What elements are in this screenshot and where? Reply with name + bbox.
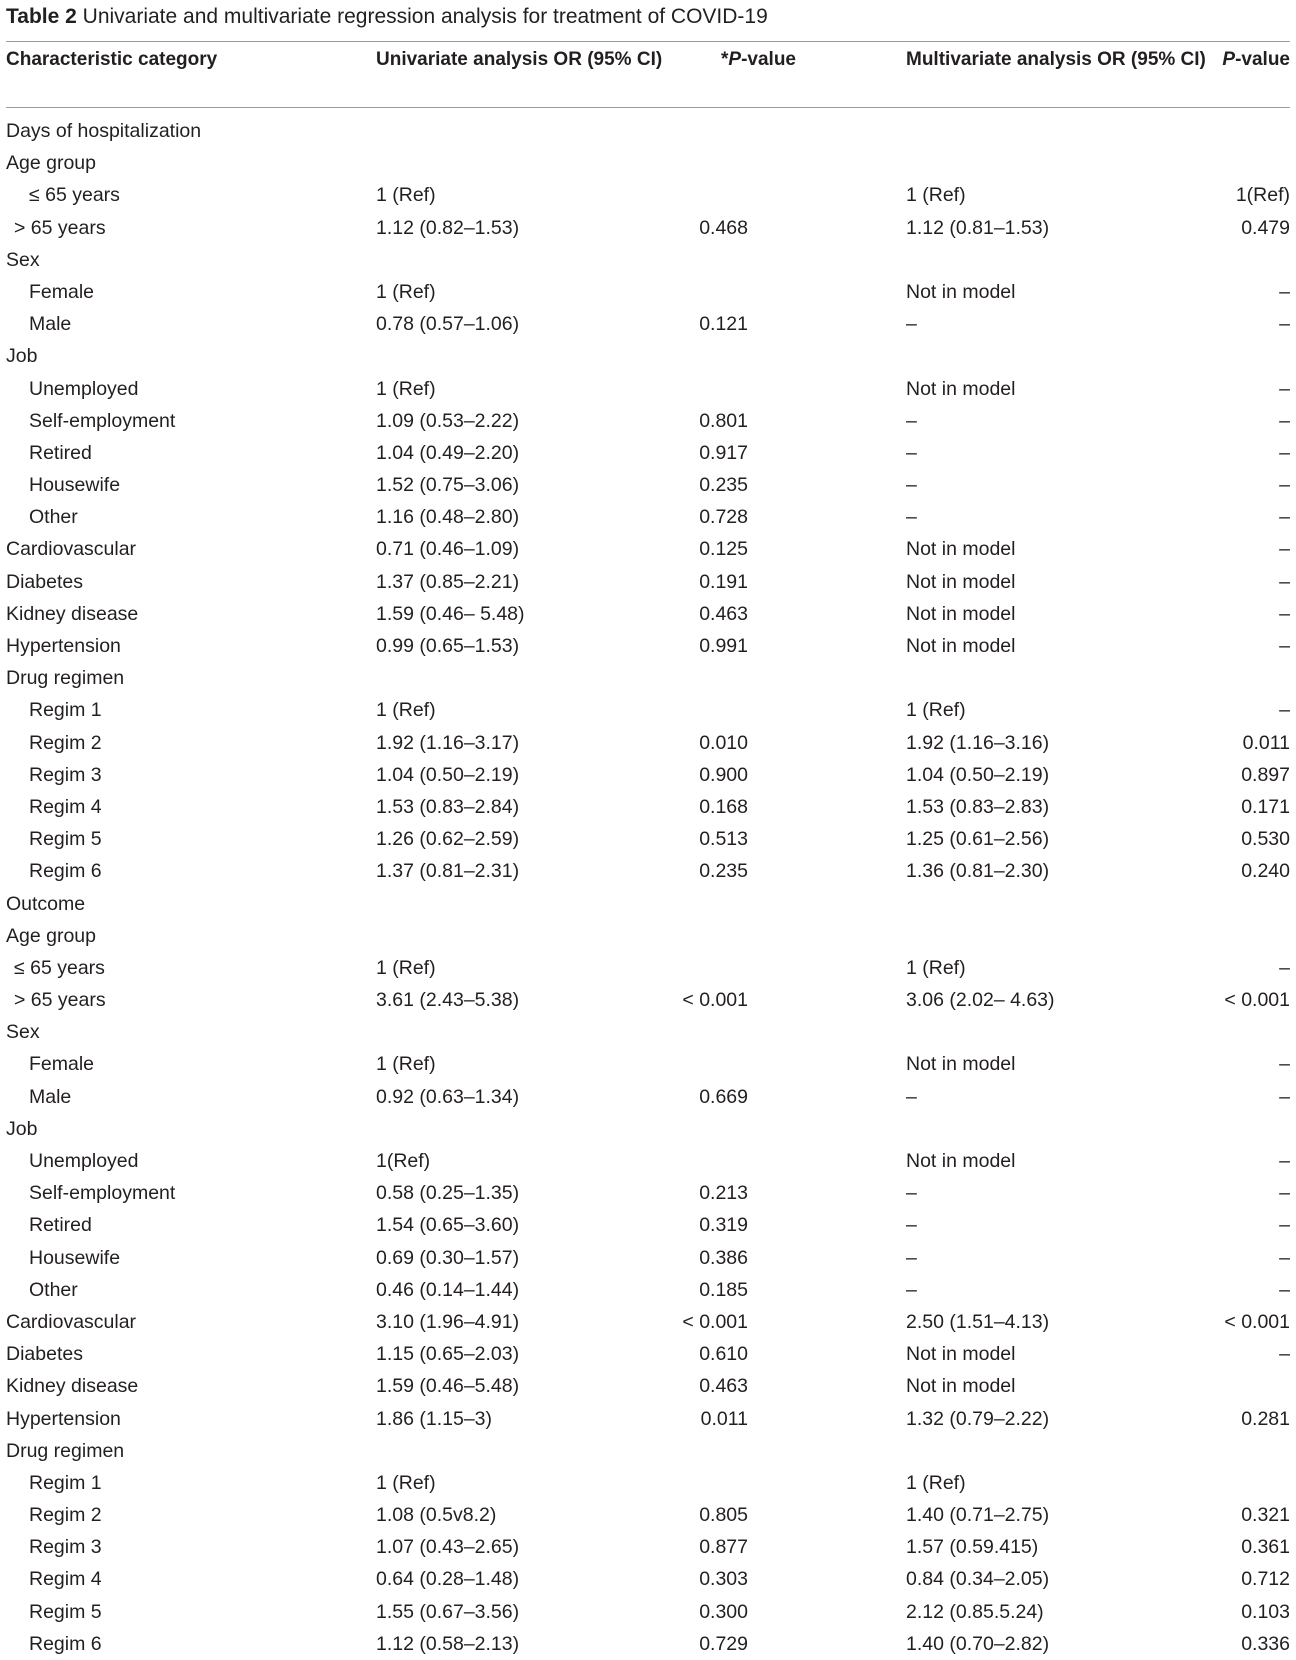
header-univariate-p-italic: P <box>728 49 742 70</box>
row-multivariate-or-cell: – <box>906 506 917 529</box>
row-multivariate-p-cell: 0.530 <box>1241 828 1290 851</box>
row-multivariate-or-cell: 1 (Ref) <box>906 1471 966 1494</box>
row-univariate-or-cell: 0.99 (0.65–1.53) <box>376 635 520 657</box>
table-row <box>0 147 1296 179</box>
row-univariate-p-cell: 0.729 <box>699 1632 748 1655</box>
table-row <box>0 1048 1296 1080</box>
row-category-cell: Regim 3 <box>29 1536 102 1559</box>
table-row <box>0 662 1296 694</box>
row-univariate-p-cell: 0.121 <box>699 313 748 336</box>
row-univariate-or-cell: 1.54 (0.65–3.60) <box>376 1214 520 1237</box>
row-category-cell: Male <box>29 313 72 336</box>
table-row <box>0 405 1296 437</box>
row-univariate-p-cell: 0.513 <box>699 828 748 851</box>
row-multivariate-p-cell: – <box>1279 570 1290 593</box>
row-multivariate-p-cell: 0.240 <box>1241 860 1290 883</box>
row-univariate-p-cell: 0.303 <box>699 1568 748 1591</box>
row-multivariate-or-cell: Not in model <box>906 602 1016 625</box>
row-category-cell: Retired <box>29 1214 92 1237</box>
row-univariate-p-cell: 0.185 <box>699 1278 748 1301</box>
row-univariate-or-cell: 1.15 (0.65–2.03) <box>376 1343 520 1366</box>
table-row <box>0 1499 1296 1531</box>
table-row <box>0 888 1296 920</box>
row-multivariate-p-cell: 0.361 <box>1241 1536 1290 1559</box>
row-multivariate-or-cell: 1.12 (0.81–1.53) <box>906 216 1050 239</box>
table-row <box>0 1177 1296 1209</box>
row-univariate-or-cell: 3.61 (2.43–5.38) <box>376 989 520 1012</box>
table-row <box>0 952 1296 984</box>
row-category-cell: Cardiovascular <box>6 538 137 561</box>
row-multivariate-or-cell: 3.06 (2.02– 4.63) <box>906 989 1055 1012</box>
row-univariate-or-cell: 1 (Ref) <box>376 1053 436 1076</box>
row-category-cell: Kidney disease <box>6 1375 139 1398</box>
row-multivariate-or-cell: Not in model <box>906 1053 1016 1076</box>
row-category-cell: Age group <box>6 152 96 175</box>
header-multivariate-p <box>1210 48 1290 71</box>
table-body <box>0 115 1296 1660</box>
row-multivariate-p-cell: – <box>1279 538 1290 561</box>
row-univariate-or-cell: 1.37 (0.81–2.31) <box>376 860 520 883</box>
row-univariate-or-cell: 1.04 (0.50–2.19) <box>376 763 520 786</box>
row-univariate-p-cell: 0.010 <box>699 731 748 754</box>
row-category-cell: Female <box>29 1053 95 1076</box>
row-multivariate-p-cell: – <box>1279 506 1290 529</box>
row-univariate-or-cell: 3.10 (1.96–4.91) <box>376 1310 520 1333</box>
row-category-cell: Unemployed <box>29 1150 139 1172</box>
row-multivariate-or-cell: 1.36 (0.81–2.30) <box>906 860 1050 883</box>
row-univariate-or-cell: 1 (Ref) <box>376 377 436 400</box>
row-univariate-p-cell: 0.168 <box>699 795 748 818</box>
table-row <box>0 1113 1296 1145</box>
row-multivariate-or-cell: 1 (Ref) <box>906 184 966 207</box>
row-univariate-p-cell: 0.610 <box>699 1343 748 1366</box>
row-univariate-p-cell: 0.468 <box>699 216 748 239</box>
row-category-cell: Regim 5 <box>29 1600 102 1623</box>
row-multivariate-p-cell: 0.321 <box>1241 1504 1290 1527</box>
table-row <box>0 791 1296 823</box>
row-category-cell: Regim 1 <box>29 699 102 722</box>
row-multivariate-p-cell: 0.011 <box>1242 731 1290 754</box>
row-multivariate-or-cell: Not in model <box>906 570 1016 593</box>
row-category-cell: Other <box>29 1278 78 1301</box>
row-univariate-or-cell: 1.59 (0.46– 5.48) <box>376 602 525 625</box>
row-category-cell: Hypertension <box>6 1407 121 1430</box>
row-category-cell: Female <box>29 280 95 303</box>
row-multivariate-or-cell: 0.84 (0.34–2.05) <box>906 1568 1050 1591</box>
table-row <box>0 179 1296 211</box>
row-univariate-p-cell: 0.386 <box>699 1246 748 1269</box>
row-category-cell: Outcome <box>6 892 86 915</box>
row-multivariate-p-cell: – <box>1279 441 1290 464</box>
row-multivariate-or-cell: – <box>906 1085 917 1108</box>
row-univariate-or-cell: 1.16 (0.48–2.80) <box>376 506 520 529</box>
table-row <box>0 1306 1296 1338</box>
row-multivariate-or-cell: 1.40 (0.71–2.75) <box>906 1504 1050 1527</box>
row-multivariate-p-cell: – <box>1279 1150 1290 1172</box>
row-univariate-or-cell: 1 (Ref) <box>376 1471 436 1494</box>
table-row <box>0 1403 1296 1435</box>
row-univariate-or-cell: 1.86 (1.15–3) <box>376 1407 493 1430</box>
row-multivariate-p-cell: 0.171 <box>1241 795 1290 818</box>
table-row <box>0 533 1296 565</box>
row-category-cell: Retired <box>29 441 92 464</box>
row-multivariate-p-cell: – <box>1279 1053 1290 1076</box>
row-multivariate-p-cell: – <box>1279 377 1290 400</box>
row-univariate-or-cell: 1(Ref) <box>376 1150 431 1172</box>
row-multivariate-p-cell: – <box>1279 280 1290 303</box>
row-multivariate-or-cell: – <box>906 474 917 497</box>
table-row <box>0 501 1296 533</box>
row-category-cell: Self-employment <box>29 1182 176 1205</box>
row-category-cell: Regim 4 <box>29 1568 102 1591</box>
row-univariate-or-cell: 1.55 (0.67–3.56) <box>376 1600 520 1623</box>
row-category-cell: Hypertension <box>6 635 121 657</box>
row-category-cell: Housewife <box>29 474 121 497</box>
row-category-cell: Sex <box>6 1021 40 1044</box>
table-row <box>0 984 1296 1016</box>
row-multivariate-or-cell: 1.92 (1.16–3.16) <box>906 731 1050 754</box>
row-univariate-or-cell: 1.08 (0.5v8.2) <box>376 1504 497 1527</box>
row-univariate-or-cell: 1.12 (0.82–1.53) <box>376 216 520 239</box>
table-row <box>0 566 1296 598</box>
row-univariate-or-cell: 1.04 (0.49–2.20) <box>376 441 520 464</box>
row-univariate-p-cell: 0.235 <box>699 860 748 883</box>
row-univariate-p-cell: 0.991 <box>699 635 748 657</box>
row-multivariate-or-cell: – <box>906 313 917 336</box>
row-univariate-p-cell: 0.463 <box>699 602 748 625</box>
row-univariate-or-cell: 1.37 (0.85–2.21) <box>376 570 520 593</box>
row-univariate-p-cell: 0.917 <box>699 441 748 464</box>
header-univariate-p-suffix: -value <box>741 49 796 70</box>
row-univariate-or-cell: 0.69 (0.30–1.57) <box>376 1246 520 1269</box>
table-row <box>0 276 1296 308</box>
table-row <box>0 1531 1296 1563</box>
row-multivariate-p-cell: – <box>1279 1343 1290 1366</box>
table-label: Table 2 <box>6 5 77 28</box>
row-univariate-p-cell: 0.125 <box>699 538 748 561</box>
row-multivariate-or-cell: – <box>906 409 917 432</box>
row-univariate-p-cell: 0.463 <box>699 1375 748 1398</box>
row-multivariate-p-cell: – <box>1279 474 1290 497</box>
row-category-cell: Regim 3 <box>29 763 102 786</box>
table-row <box>0 469 1296 501</box>
row-category-cell: Diabetes <box>6 1343 83 1366</box>
row-category-cell: Other <box>29 506 78 529</box>
table-title: Univariate and multivariate regression analysis for treatment of COVID-19 <box>82 5 768 28</box>
table-row <box>0 1242 1296 1274</box>
row-univariate-or-cell: 0.46 (0.14–1.44) <box>376 1278 520 1301</box>
row-univariate-or-cell: 1.52 (0.75–3.06) <box>376 474 520 497</box>
row-univariate-or-cell: 0.78 (0.57–1.06) <box>376 313 520 336</box>
row-category-cell: Regim 2 <box>29 731 102 754</box>
row-multivariate-or-cell: 2.50 (1.51–4.13) <box>906 1310 1050 1333</box>
row-univariate-or-cell: 1.07 (0.43–2.65) <box>376 1536 520 1559</box>
row-multivariate-p-cell: – <box>1279 699 1290 722</box>
row-multivariate-or-cell: Not in model <box>906 538 1016 561</box>
row-category-cell: Sex <box>6 248 40 271</box>
row-univariate-or-cell: 1.09 (0.53–2.22) <box>376 409 520 432</box>
row-univariate-p-cell: 0.011 <box>700 1407 748 1430</box>
table-row <box>0 1209 1296 1241</box>
row-category-cell: Days of hospitalization <box>6 120 202 142</box>
row-multivariate-or-cell: 1.57 (0.59.415) <box>906 1536 1039 1559</box>
row-univariate-or-cell: 1.59 (0.46–5.48) <box>376 1375 520 1398</box>
row-category-cell: Male <box>29 1085 72 1108</box>
table-row <box>0 630 1296 662</box>
row-multivariate-or-cell: Not in model <box>906 280 1016 303</box>
row-univariate-or-cell: 1.92 (1.16–3.17) <box>376 731 520 754</box>
row-multivariate-or-cell: Not in model <box>906 1375 1016 1398</box>
table-row <box>0 308 1296 340</box>
row-multivariate-p-cell: – <box>1279 409 1290 432</box>
row-univariate-p-cell: 0.900 <box>699 763 748 786</box>
row-category-cell: Housewife <box>29 1246 121 1269</box>
row-category-cell: ≤ 65 years <box>29 184 120 207</box>
row-univariate-or-cell: 0.58 (0.25–1.35) <box>376 1182 520 1205</box>
row-univariate-or-cell: 1 (Ref) <box>376 280 436 303</box>
row-multivariate-p-cell: 0.479 <box>1241 216 1290 239</box>
row-category-cell: Age group <box>6 924 96 947</box>
row-univariate-or-cell: 0.64 (0.28–1.48) <box>376 1568 520 1591</box>
header-rule <box>6 107 1290 108</box>
table-row <box>0 373 1296 405</box>
row-univariate-or-cell: 0.71 (0.46–1.09) <box>376 538 520 561</box>
table-row <box>0 759 1296 791</box>
row-category-cell: Drug regimen <box>6 1439 125 1462</box>
row-multivariate-p-cell: – <box>1279 956 1290 979</box>
row-multivariate-p-cell: < 0.001 <box>1224 1310 1290 1333</box>
table-row <box>0 1596 1296 1628</box>
row-category-cell: Drug regimen <box>6 667 125 690</box>
row-multivariate-or-cell: Not in model <box>906 1150 1016 1172</box>
table-row <box>0 727 1296 759</box>
header-multivariate-p-suffix: -value <box>1235 49 1290 70</box>
table-row <box>0 437 1296 469</box>
row-multivariate-p-cell: 0.103 <box>1241 1600 1290 1623</box>
table-row <box>0 855 1296 887</box>
row-multivariate-or-cell: Not in model <box>906 635 1016 657</box>
row-category-cell: Unemployed <box>29 377 139 400</box>
row-multivariate-or-cell: – <box>906 1182 917 1205</box>
table-row <box>0 340 1296 372</box>
row-univariate-p-cell: 0.669 <box>699 1085 748 1108</box>
table-row <box>0 1563 1296 1595</box>
row-univariate-p-cell: 0.235 <box>699 474 748 497</box>
header-category: Characteristic category <box>6 49 218 70</box>
row-multivariate-p-cell: – <box>1279 1085 1290 1108</box>
header-multivariate-or: Multivariate analysis OR (95% CI) <box>906 49 1206 70</box>
row-univariate-p-cell: 0.801 <box>699 409 748 432</box>
row-category-cell: Self-employment <box>29 409 176 432</box>
table-row <box>0 1370 1296 1402</box>
table-row <box>0 1435 1296 1467</box>
row-category-cell: Job <box>6 345 38 368</box>
header-univariate-p-prefix: * <box>720 49 729 70</box>
row-multivariate-p-cell: 0.281 <box>1241 1407 1290 1430</box>
table-row <box>0 1081 1296 1113</box>
row-multivariate-p-cell: – <box>1279 313 1290 336</box>
row-multivariate-p-cell: 1(Ref) <box>1235 184 1290 207</box>
row-category-cell: Regim 6 <box>29 1632 102 1655</box>
row-multivariate-or-cell: Not in model <box>906 1343 1016 1366</box>
row-multivariate-p-cell: – <box>1279 1278 1290 1301</box>
row-univariate-p-cell: 0.877 <box>699 1536 748 1559</box>
row-category-cell: > 65 years <box>14 216 106 239</box>
table-row <box>0 920 1296 952</box>
header-univariate-p <box>676 48 796 71</box>
row-multivariate-or-cell: – <box>906 441 917 464</box>
table-row <box>0 244 1296 276</box>
table-row <box>0 1628 1296 1660</box>
row-multivariate-or-cell: – <box>906 1246 917 1269</box>
row-multivariate-or-cell: 1.32 (0.79–2.22) <box>906 1407 1050 1430</box>
row-univariate-p-cell: 0.191 <box>699 570 748 593</box>
row-multivariate-or-cell: 1.40 (0.70–2.82) <box>906 1632 1050 1655</box>
table-row <box>0 1145 1296 1177</box>
row-category-cell: Regim 2 <box>29 1504 102 1527</box>
row-multivariate-or-cell: 1 (Ref) <box>906 956 966 979</box>
row-univariate-or-cell: 0.92 (0.63–1.34) <box>376 1085 520 1108</box>
table-row <box>0 1274 1296 1306</box>
row-multivariate-or-cell: 1.25 (0.61–2.56) <box>906 828 1050 851</box>
row-category-cell: Regim 5 <box>29 828 102 851</box>
row-multivariate-p-cell: 0.336 <box>1241 1632 1290 1655</box>
table-row <box>0 1338 1296 1370</box>
row-category-cell: ≤ 65 years <box>14 956 105 979</box>
row-multivariate-or-cell: 2.12 (0.85.5.24) <box>906 1600 1044 1623</box>
row-univariate-or-cell: 1 (Ref) <box>376 699 436 722</box>
row-category-cell: Cardiovascular <box>6 1310 137 1333</box>
row-multivariate-or-cell: – <box>906 1214 917 1237</box>
row-multivariate-p-cell: < 0.001 <box>1224 989 1290 1012</box>
row-univariate-p-cell: 0.805 <box>699 1504 748 1527</box>
row-univariate-or-cell: 1.26 (0.62–2.59) <box>376 828 520 851</box>
row-multivariate-p-cell: 0.712 <box>1241 1568 1290 1591</box>
header-univariate-or: Univariate analysis OR (95% CI) <box>376 49 663 70</box>
row-category-cell: > 65 years <box>14 989 106 1012</box>
row-multivariate-p-cell: – <box>1279 1182 1290 1205</box>
table-row <box>0 1467 1296 1499</box>
row-multivariate-or-cell: – <box>906 1278 917 1301</box>
row-univariate-p-cell: < 0.001 <box>682 1310 748 1333</box>
row-univariate-or-cell: 1 (Ref) <box>376 956 436 979</box>
top-rule <box>6 41 1290 42</box>
header-multivariate-p-italic: P <box>1222 49 1236 70</box>
table-row <box>0 212 1296 244</box>
row-multivariate-or-cell: 1.53 (0.83–2.83) <box>906 795 1050 818</box>
row-multivariate-or-cell: 1.04 (0.50–2.19) <box>906 763 1050 786</box>
row-category-cell: Regim 6 <box>29 860 102 883</box>
row-univariate-p-cell: 0.300 <box>699 1600 748 1623</box>
row-univariate-p-cell: < 0.001 <box>682 989 748 1012</box>
row-category-cell: Regim 1 <box>29 1471 102 1494</box>
table-row <box>0 115 1296 147</box>
row-multivariate-or-cell: 1 (Ref) <box>906 699 966 722</box>
row-univariate-p-cell: 0.319 <box>699 1214 748 1237</box>
row-multivariate-p-cell: 0.897 <box>1241 763 1290 786</box>
row-category-cell: Regim 4 <box>29 795 102 818</box>
row-univariate-or-cell: 1.53 (0.83–2.84) <box>376 795 520 818</box>
row-univariate-or-cell: 1.12 (0.58–2.13) <box>376 1632 520 1655</box>
table-row <box>0 694 1296 726</box>
row-multivariate-p-cell: – <box>1279 1246 1290 1269</box>
row-category-cell: Kidney disease <box>6 602 139 625</box>
table-caption <box>6 3 768 31</box>
row-multivariate-or-cell: Not in model <box>906 377 1016 400</box>
row-multivariate-p-cell: – <box>1279 602 1290 625</box>
row-category-cell: Diabetes <box>6 570 83 593</box>
row-multivariate-p-cell: – <box>1279 1214 1290 1237</box>
row-category-cell: Job <box>6 1117 38 1140</box>
table-row <box>0 598 1296 630</box>
row-univariate-p-cell: 0.213 <box>699 1182 748 1205</box>
row-univariate-p-cell: 0.728 <box>699 506 748 529</box>
row-multivariate-p-cell: – <box>1279 635 1290 657</box>
row-univariate-or-cell: 1 (Ref) <box>376 184 436 207</box>
table-row <box>0 823 1296 855</box>
table-row <box>0 1016 1296 1048</box>
